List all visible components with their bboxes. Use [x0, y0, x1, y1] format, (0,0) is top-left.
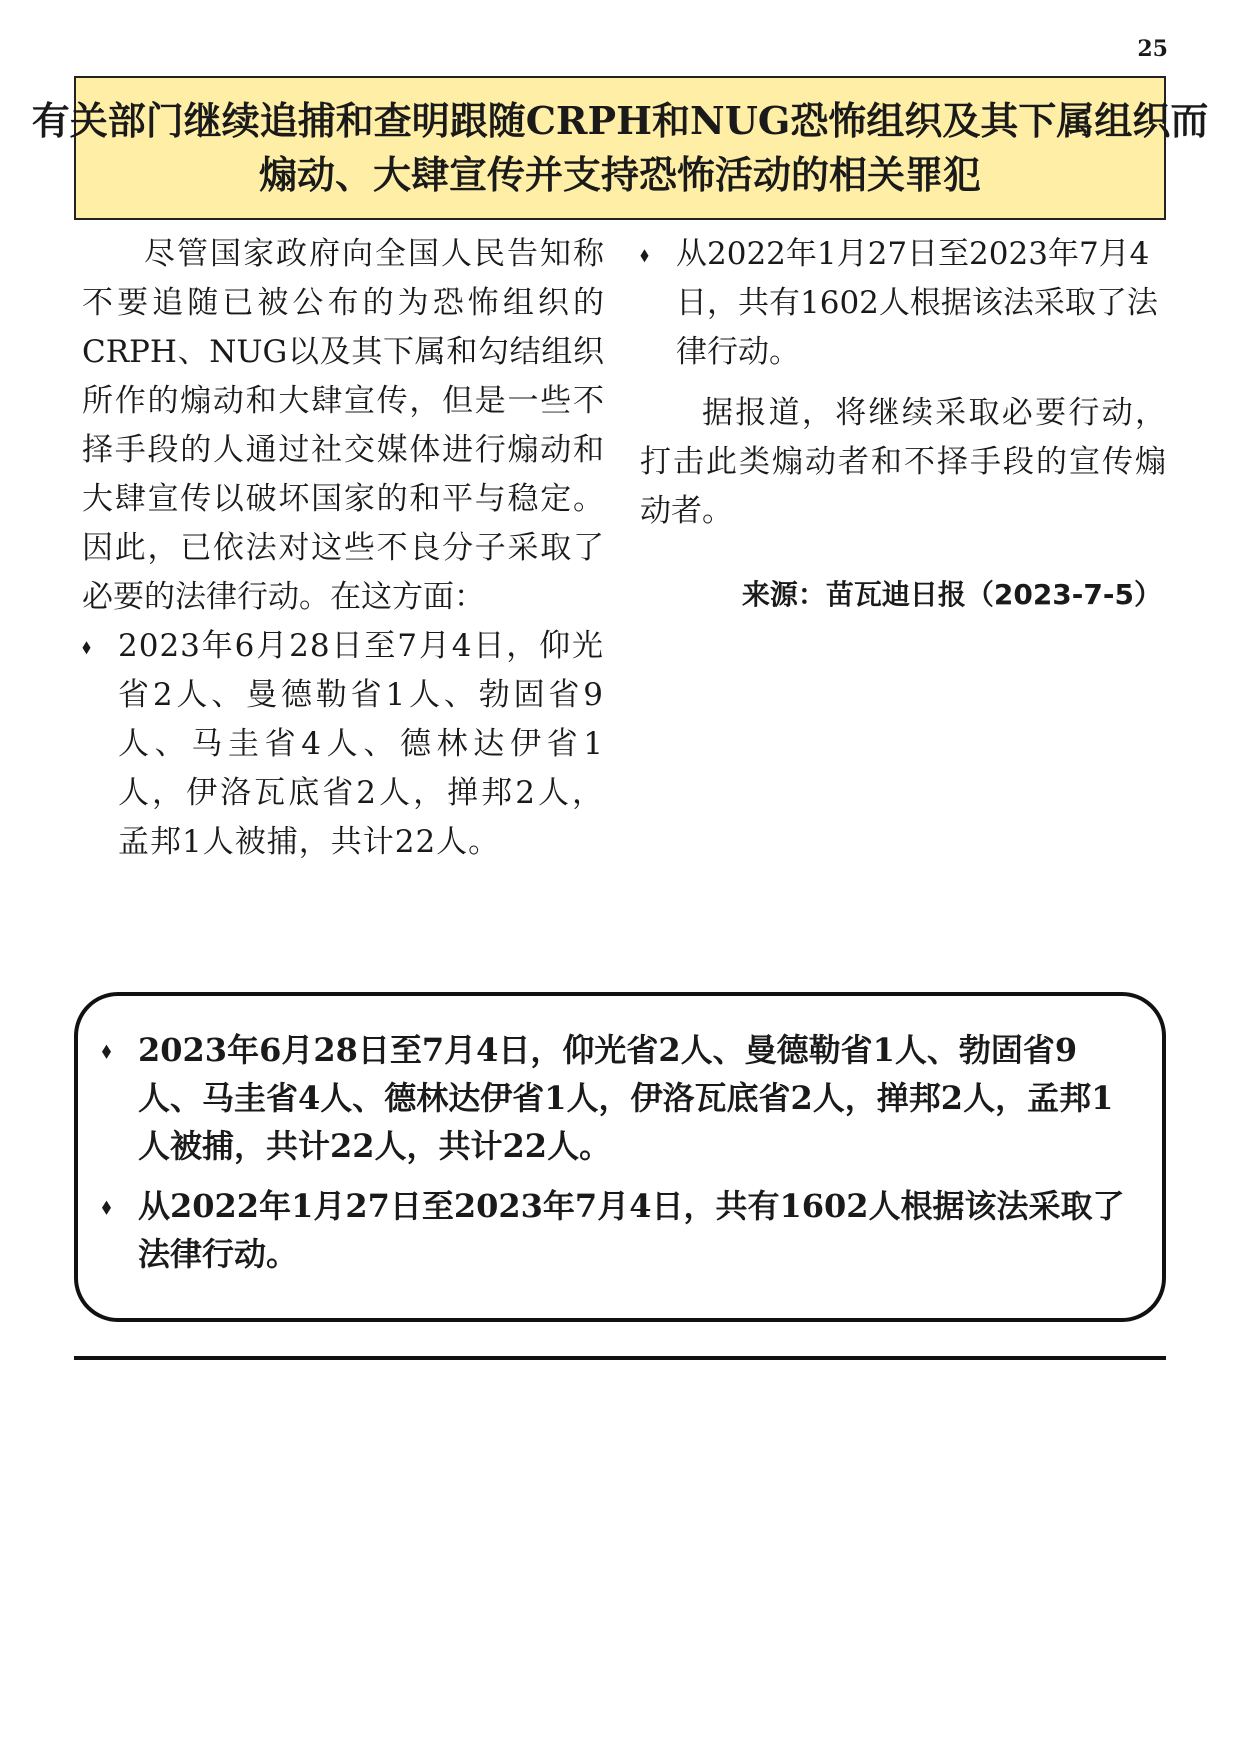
left-column — [82, 230, 604, 867]
list-item — [102, 1026, 1138, 1170]
article-title-line-1: 有关部门继续追捕和查明跟随CRPH和NUG恐怖组织及其下属组织而 — [31, 98, 1209, 143]
intro-paragraph: 尽管国家政府向全国人民告知称不要追随已被公布的为恐怖组织的CRPH、NUG以及其下属和勾结组织所作的煽动和大肆宣传，但是一些不择手段的人通过社交媒体进行煽动和大肆宣传以破坏国家的和平与稳定。因此，已依法对这些不良分子采取了必要的法律行动。在这方面： — [82, 236, 604, 615]
diamond-bullet-icon: ⬧ — [82, 634, 92, 658]
article-title-line-2: 煽动、大肆宣传并支持恐怖活动的相关罪犯 — [258, 152, 981, 197]
report-paragraph: 据报道，将继续采取必要行动，打击此类煽动者和不择手段的宣传煽动者。 — [640, 395, 1166, 529]
left-bullet-list — [82, 622, 604, 867]
diamond-bullet-icon: ⬧ — [640, 242, 649, 266]
bullet-text: 从2022年1月27日至2023年7月4日，共有1602人根据该法采取了法律行动。 — [676, 236, 1158, 370]
summary-box — [74, 992, 1166, 1322]
bullet-text: 2023年6月28日至7月4日，仰光省2人、曼德勒省1人、勃固省9人、马圭省4人、德林达伊省1人，伊洛瓦底省2人，掸邦2人，孟邦1人被捕，共计22人。 — [118, 628, 604, 860]
right-bullet-list — [640, 230, 1166, 377]
source-citation: 来源：苗瓦迪日报（2023-7-5） — [741, 578, 1162, 611]
summary-bullet-text: 从2022年1月27日至2023年7月4日，共有1602人根据该法采取了法律行动。 — [138, 1187, 1125, 1273]
list-item — [102, 1182, 1138, 1278]
summary-bullet-list — [102, 1026, 1138, 1278]
right-column — [640, 230, 1166, 619]
horizontal-divider — [74, 1356, 1166, 1360]
list-item — [82, 622, 604, 867]
article-title-box — [31, 76, 1209, 220]
diamond-bullet-icon: ⬧ — [102, 1194, 111, 1218]
list-item — [640, 230, 1166, 377]
page-number: 25 — [1137, 36, 1168, 62]
diamond-bullet-icon: ⬧ — [102, 1038, 111, 1062]
summary-bullet-text: 2023年6月28日至7月4日，仰光省2人、曼德勒省1人、勃固省9人、马圭省4人、德林达伊省1人，伊洛瓦底省2人，掸邦2人，孟邦1人被捕，共计22人，共计22人。 — [138, 1031, 1114, 1165]
